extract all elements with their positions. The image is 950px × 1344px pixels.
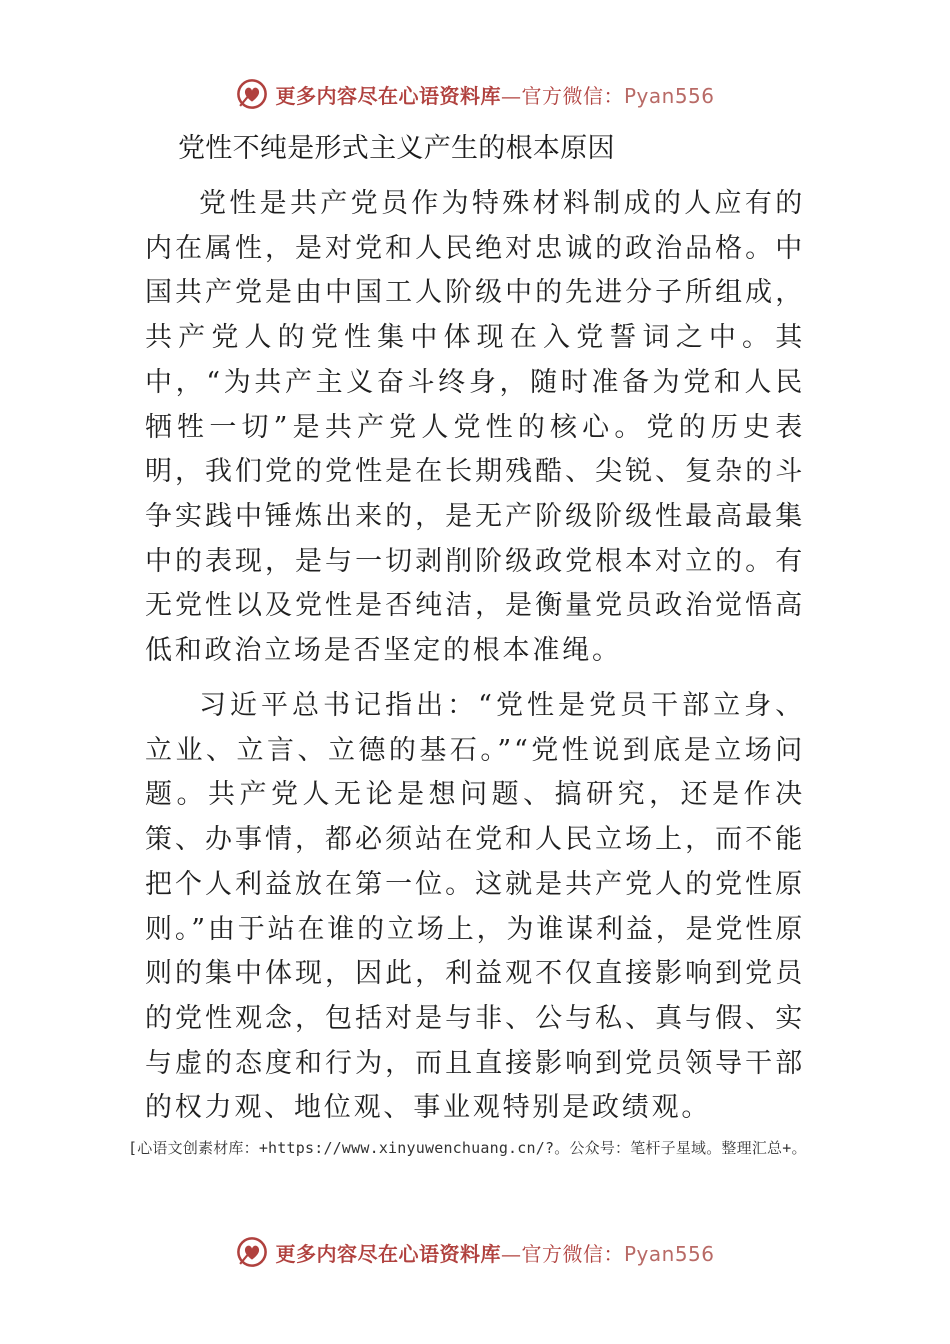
banner-brand: 更多内容尽在心语资料库	[275, 1241, 501, 1266]
banner-brand: 更多内容尽在心语资料库	[275, 83, 501, 108]
source-footnote: [心语文创素材库：+https://www.xinyuwenchuang.cn/?。公众号：笔杆子星域。整理汇总+。	[128, 1139, 807, 1157]
article-paragraph: 习近平总书记指出：“党性是党员干部立身、立业、立言、立德的基石。”“党性说到底是立场问题。共产党人无论是想问题、搞研究，还是作决策、办事情，都必须站在党和人民立场上，而不能把个人利益放在第一位。这就是共产党人的党性原则。”由于站在谁的立场上，为谁谋利益，是党性原则的集中体现，因此，利益观不仅直接影响到党员的党性观念，包括对是与非、公与私、真与假、实与虚的态度和行为，而且直接影响到党员领导干部的权力观、地位观、事业观特别是政绩观。	[145, 690, 805, 1124]
banner-wechat-label: 官方微信：	[521, 83, 624, 108]
banner-wechat-label: 官方微信：	[521, 1241, 624, 1266]
banner-wechat-id: Pyan556	[623, 1241, 715, 1266]
article-paragraph: 党性是共产党员作为特殊材料制成的人应有的内在属性，是对党和人民绝对忠诚的政治品格。中国共产党是由中国工人阶级中的先进分子所组成，共产党人的党性集中体现在入党誓词之中。其中，“为共产主义奋斗终身，随时准备为党和人民牺牲一切”是共产党人党性的核心。党的历史表明，我们党的党性是在长期残酷、尖锐、复杂的斗争实践中锤炼出来的，是无产阶级阶级性最高最集中的表现，是与一切剥削阶级政党根本对立的。有无党性以及党性是否纯洁，是衡量党员政治觉悟高低和政治立场是否坚定的根本准绳。	[145, 188, 805, 667]
banner-separator: —	[500, 83, 522, 108]
banner-text	[275, 1238, 714, 1267]
banner-text	[275, 80, 714, 109]
banner-separator: —	[500, 1241, 522, 1266]
heart-logo-icon	[235, 77, 269, 111]
banner-wechat-id: Pyan556	[623, 83, 715, 108]
heart-logo-icon	[235, 1235, 269, 1269]
footer-banner	[0, 1230, 950, 1274]
article-title: 党性不纯是形式主义产生的根本原因	[178, 133, 615, 164]
header-banner	[0, 72, 950, 116]
